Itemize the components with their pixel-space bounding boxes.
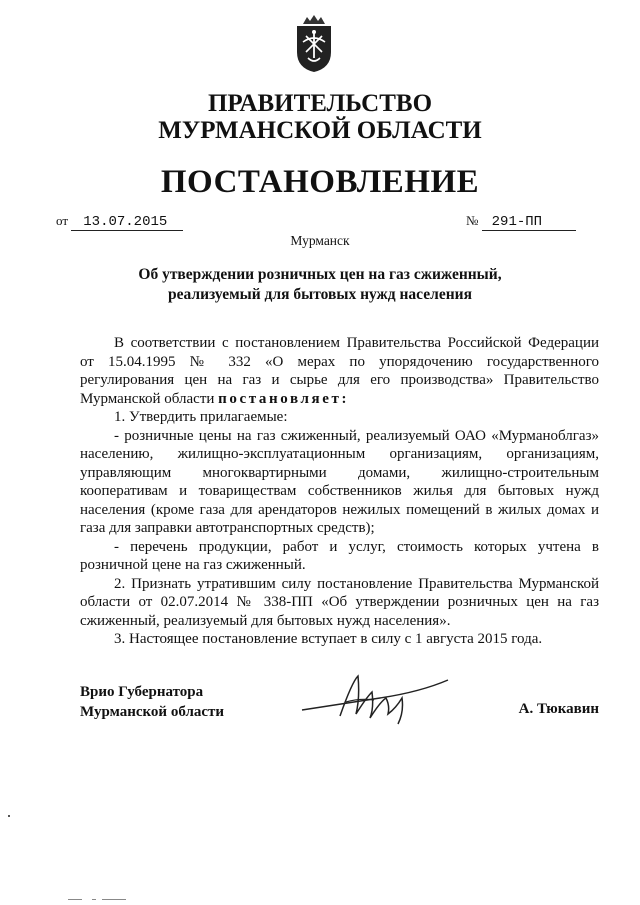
date-prefix: от — [56, 213, 69, 228]
document-date: 13.07.2015 — [83, 214, 168, 230]
item-1b: - перечень продукции, работ и услуг, стоимость которых учтена в розничной цене на газ сжиженный. — [80, 538, 599, 573]
title-line1: Об утверждении розничных цен на газ сжиженный, — [138, 266, 502, 283]
position-line1: Врио Губернатора — [80, 684, 204, 700]
org-name-line2: МУРМАНСКОЙ ОБЛАСТИ — [158, 117, 482, 144]
date-block — [56, 213, 183, 231]
number-block — [466, 213, 576, 231]
item-1a: - розничные цены на газ сжиженный, реализуемый ОАО «Мурманоблгаз» населению, жилищно-эксплуатационным организациям, организациям, управляющим многоквартирными домами, жилищно-строительным кооперативам и товариществам собственников жилья для бытовых нужд населения (кроме газа для арендаторов нежилых помещений в жилых домах и газа для заправки автотранспортных средств); — [80, 427, 599, 536]
signatory-name: А. Тюкавин — [518, 701, 599, 717]
preamble-text: В соответствии с постановлением Правительства Российской Федерации от 15.04.1995 № 332 «О мерах по упорядочению государственного регулирования цен на газ и сырье для его производства» Правительство Мурманской области — [80, 335, 599, 407]
title-line2: реализуемый для бытовых нужд населения — [168, 286, 472, 303]
position-line2: Мурманской области — [80, 704, 225, 720]
handwritten-signature-icon — [300, 668, 450, 728]
number-prefix: № — [466, 213, 479, 228]
document-number: 291-ПП — [491, 214, 543, 230]
item-2: 2. Признать утратившим силу постановление Правительства Мурманской области от 02.07.2014 № 338-ПП «Об утверждении розничных цен на газ сжиженный, реализуемый для бытовых нужд населения». — [80, 575, 599, 629]
signatory-position — [80, 682, 224, 722]
document-title — [0, 265, 640, 305]
scan-artifact-dot — [8, 815, 10, 817]
org-name-line1: ПРАВИТЕЛЬСТВО — [207, 90, 433, 117]
decree-word: постановляет: — [218, 390, 350, 407]
city: Мурманск — [290, 233, 350, 248]
coat-of-arms-icon — [289, 14, 339, 74]
document-type: ПОСТАНОВЛЕНИЕ — [160, 164, 480, 200]
item-3: 3. Настоящее постановление вступает в силу с 1 августа 2015 года. — [114, 631, 543, 647]
document-body — [80, 334, 599, 649]
preamble-paragraph — [80, 334, 599, 408]
scan-artifact-marks — [68, 898, 128, 901]
item-1: 1. Утвердить прилагаемые: — [114, 409, 288, 425]
